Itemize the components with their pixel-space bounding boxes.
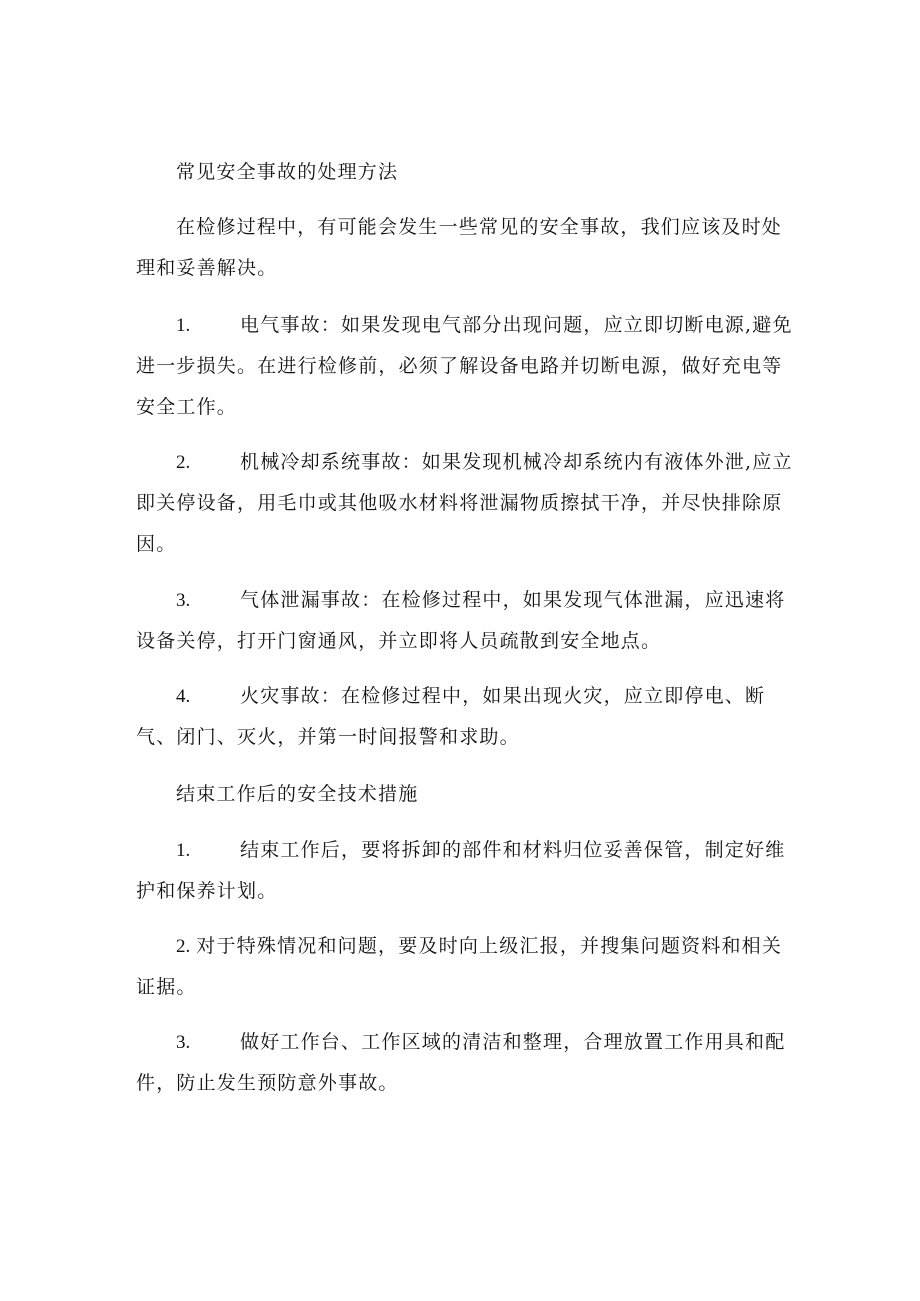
list-text: 电气事故：如果发现电气部分出现问题，应立即切断电源,避免进一步损失。在进行检修前，必须了解设备电路并切断电源，做好充电等安全工作。 [136, 314, 793, 418]
list-number: 1. [176, 315, 191, 336]
list-text: 火灾事故：在检修过程中，如果出现火灾，应立即停电、断气、闭门、灭火，并第一时间报警和求助。 [136, 685, 766, 748]
measure-item-1 [136, 830, 800, 912]
list-text: 对于特殊情况和问题，要及时向上级汇报，并搜集问题资料和相关证据。 [136, 935, 783, 998]
list-number: 3. [176, 590, 191, 611]
list-text: 结束工作后，要将拆卸的部件和材料归位妥善保管，制定好维护和保养计划。 [136, 839, 786, 902]
section-heading-accidents: 常见安全事故的处理方法 [176, 161, 399, 183]
intro-paragraph: 在检修过程中，有可能会发生一些常见的安全事故，我们应该及时处理和妥善解决。 [136, 216, 783, 279]
accident-item-3 [136, 580, 800, 662]
section-heading-measures: 结束工作后的安全技术措施 [176, 783, 419, 805]
measure-item-3 [136, 1022, 800, 1104]
list-number: 4. [176, 686, 191, 707]
list-number: 2. [176, 452, 191, 473]
list-number: 3. [176, 1032, 191, 1053]
accident-item-2 [136, 442, 800, 565]
accident-item-1 [136, 305, 800, 428]
accident-item-4 [136, 676, 800, 758]
list-text: 做好工作台、工作区域的清洁和整理，合理放置工作用具和配件，防止发生预防意外事故。 [136, 1031, 786, 1094]
list-text: 气体泄漏事故：在检修过程中，如果发现气体泄漏，应迅速将设备关停，打开门窗通风，并立即将人员疏散到安全地点。 [136, 589, 786, 652]
list-text: 机械冷却系统事故：如果发现机械冷却系统内有液体外泄,应立即关停设备，用毛巾或其他吸水材料将泄漏物质擦拭干净，并尽快排除原因。 [136, 451, 793, 555]
list-number: 2. [176, 936, 191, 957]
list-number: 1. [176, 840, 191, 861]
measure-item-2 [136, 926, 800, 1008]
